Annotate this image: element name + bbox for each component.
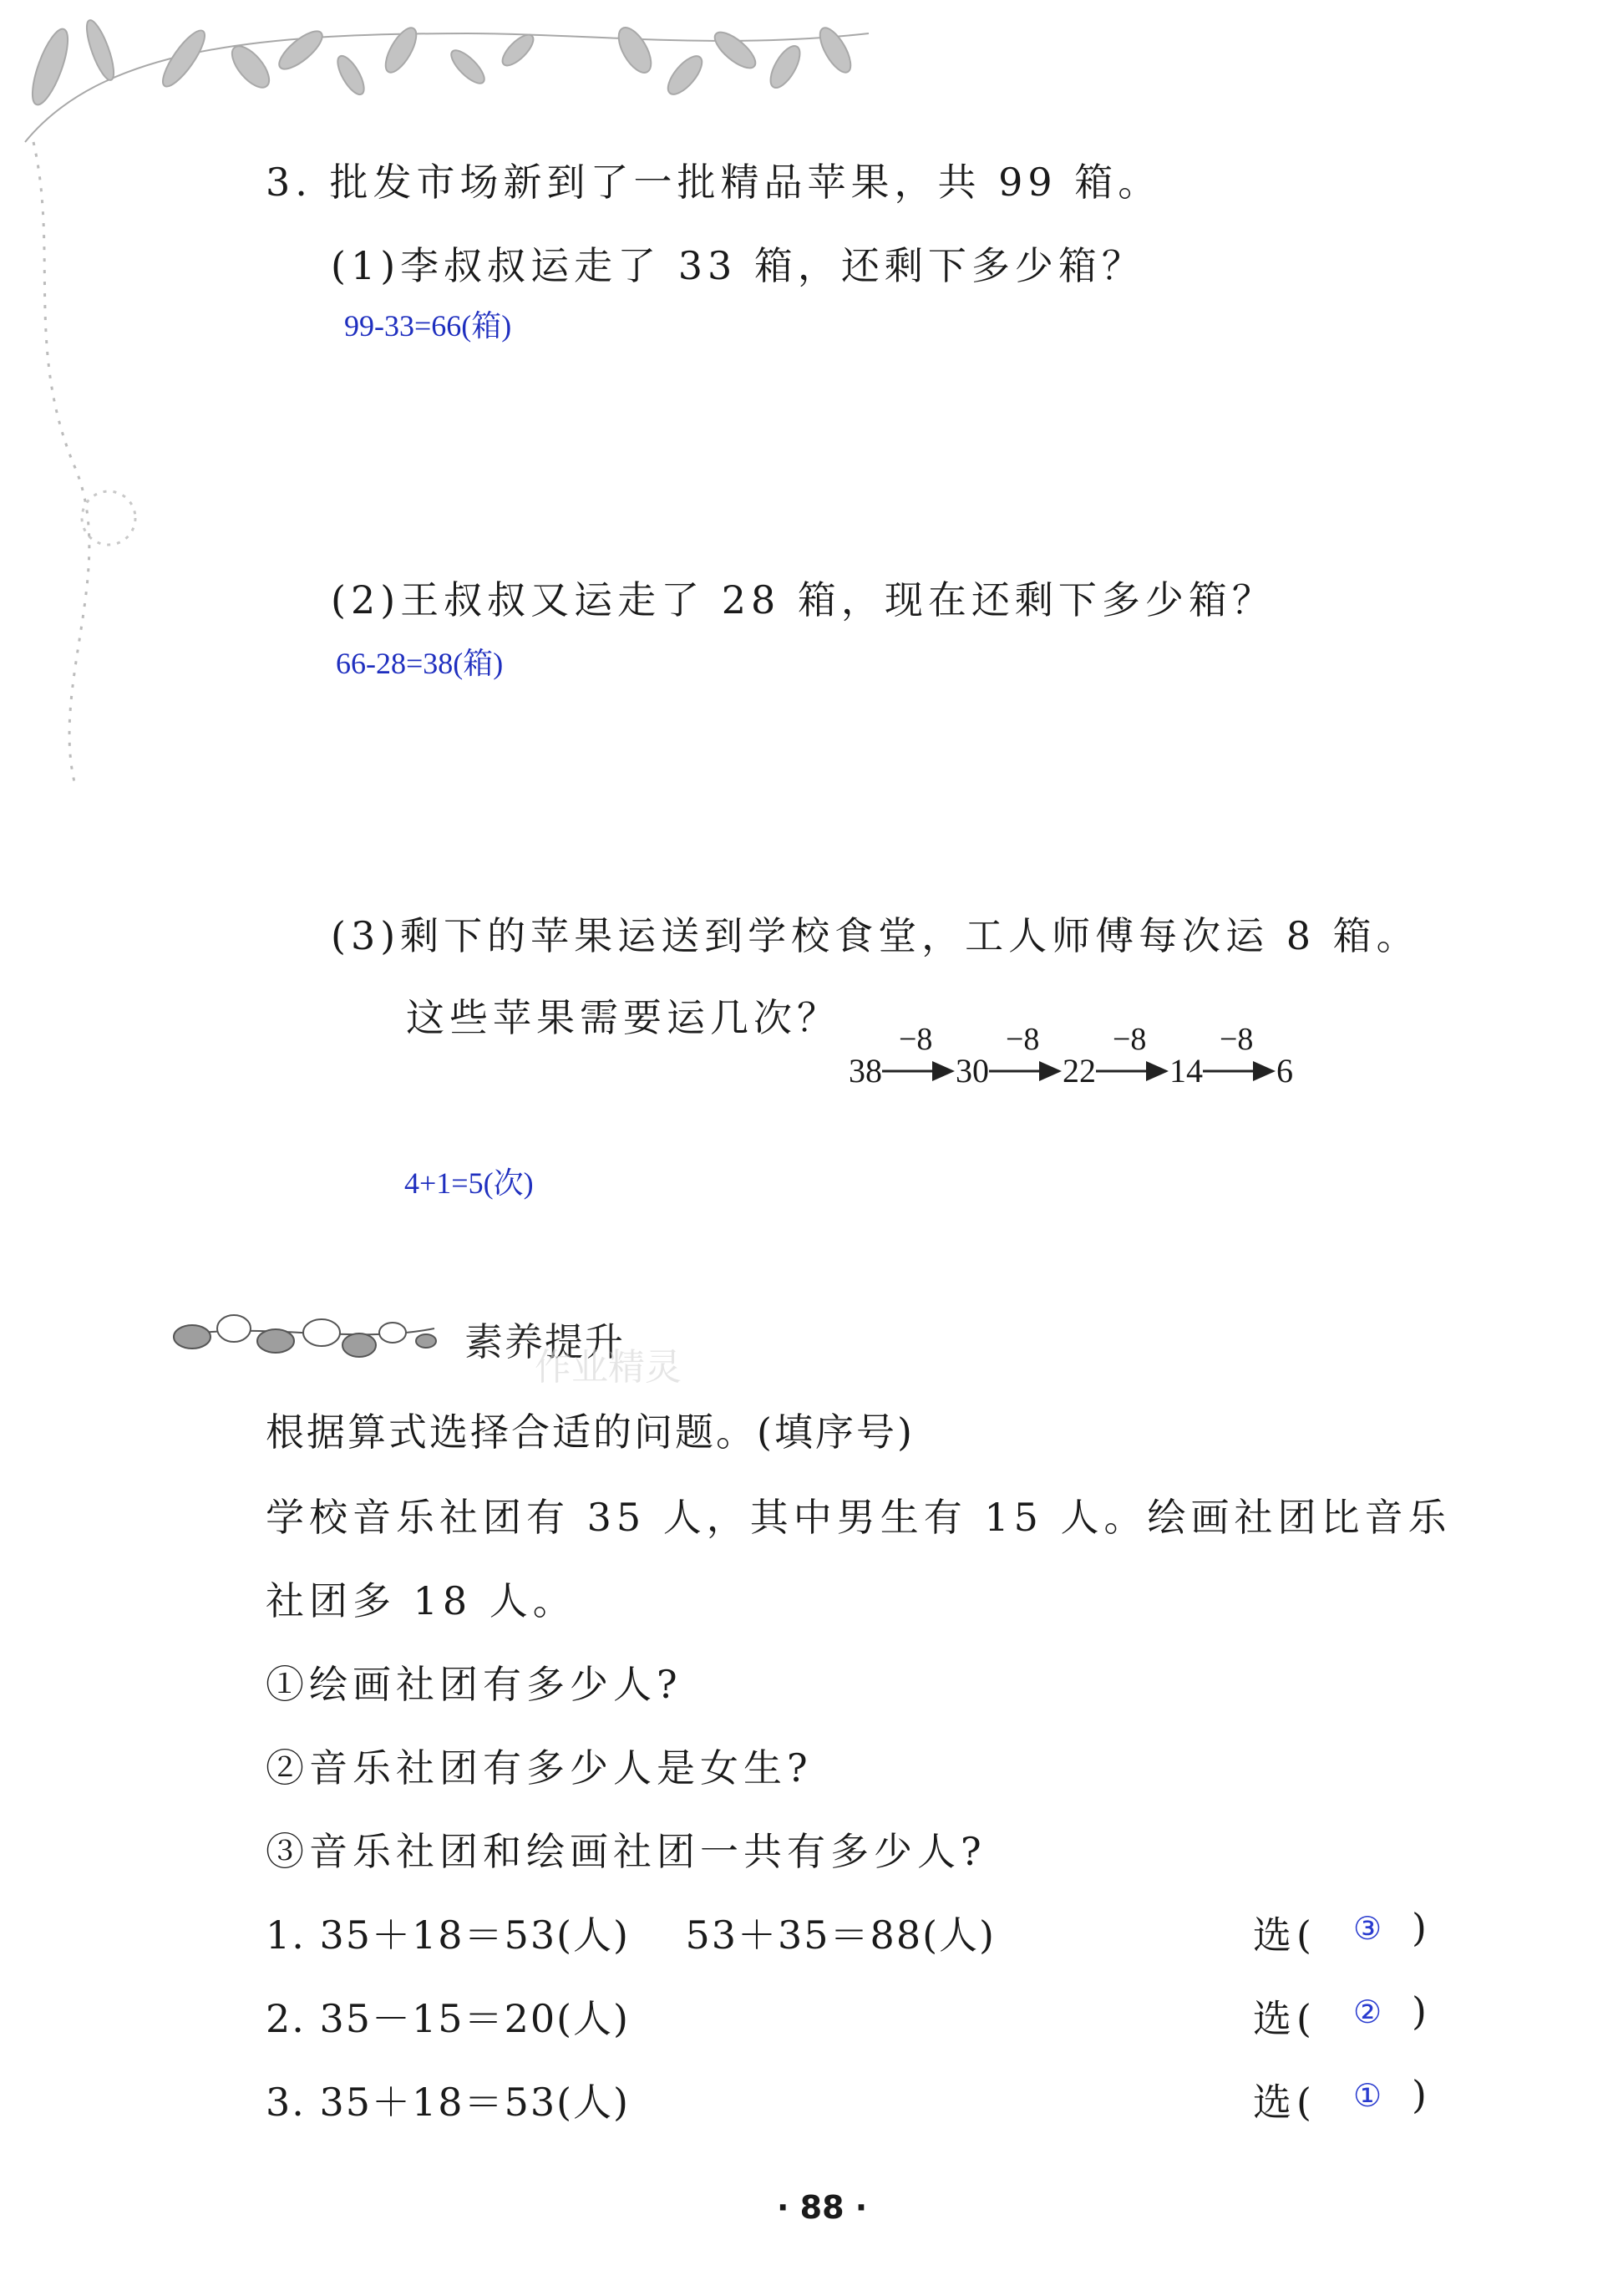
chain-value: 22 — [1063, 1052, 1096, 1090]
option-1: ①绘画社团有多少人? — [266, 1662, 682, 1707]
section-instruction: 根据算式选择合适的问题。(填序号) — [266, 1410, 915, 1455]
chain-arrows — [849, 1024, 1308, 1098]
problem-3-question-1: (1)李叔叔运走了 33 箱，还剩下多少箱？ — [331, 243, 1145, 288]
answer-1: 99-33=66(箱) — [344, 309, 512, 343]
chain-value: 6 — [1276, 1052, 1293, 1090]
problem-3-question-3: (3)剩下的苹果运送到学校食堂，工人师傅每次运 8 箱。 — [331, 913, 1420, 958]
step-label: −8 — [1220, 1022, 1254, 1057]
select-label-3: 选( — [1253, 2080, 1316, 2125]
selected-answer-1: ③ — [1353, 1910, 1382, 1947]
answer-3: 4+1=5(次) — [404, 1166, 534, 1200]
context-line-2: 社团多 18 人。 — [266, 1578, 576, 1623]
problem-3-question-2: (2)王叔叔又运走了 28 箱，现在还剩下多少箱？ — [331, 577, 1276, 622]
page-number: · 88 · — [777, 2189, 868, 2226]
selected-answer-2: ② — [1353, 1994, 1382, 2030]
step-label: −8 — [1113, 1022, 1147, 1057]
option-2: ②音乐社团有多少人是女生? — [266, 1745, 813, 1791]
context-line-1: 学校音乐社团有 35 人，其中男生有 15 人。绘画社团比音乐 — [266, 1495, 1452, 1540]
problem-3-question-3-line-2: 这些苹果需要运几次？ — [406, 995, 840, 1040]
chain-value: 38 — [849, 1052, 882, 1090]
subtraction-chain-diagram — [849, 1024, 1308, 1098]
select-label-2: 选( — [1253, 1996, 1316, 2041]
equation-2: 2. 35－15＝20(人) — [266, 1996, 631, 2041]
close-paren-2: ) — [1412, 1989, 1432, 2034]
chain-value: 30 — [956, 1052, 989, 1090]
section-title: 素养提升 — [464, 1319, 625, 1364]
selected-answer-3: ① — [1353, 2077, 1382, 2114]
equation-1: 1. 35＋18＝53(人) 53＋35＝88(人) — [266, 1912, 996, 1958]
close-paren-1: ) — [1412, 1905, 1432, 1950]
close-paren-3: ) — [1412, 2072, 1432, 2117]
step-label: −8 — [899, 1022, 933, 1057]
answer-2: 66-28=38(箱) — [336, 647, 504, 680]
step-label: −8 — [1006, 1022, 1040, 1057]
problem-3-stem: 3. 批发市场新到了一批精品苹果，共 99 箱。 — [266, 160, 1162, 205]
chain-value: 14 — [1169, 1052, 1203, 1090]
watermark: 作业精灵 — [535, 1346, 682, 1389]
equation-3: 3. 35＋18＝53(人) — [266, 2080, 631, 2125]
option-3: ③音乐社团和绘画社团一共有多少人? — [266, 1829, 987, 1874]
select-label-1: 选( — [1253, 1912, 1316, 1958]
